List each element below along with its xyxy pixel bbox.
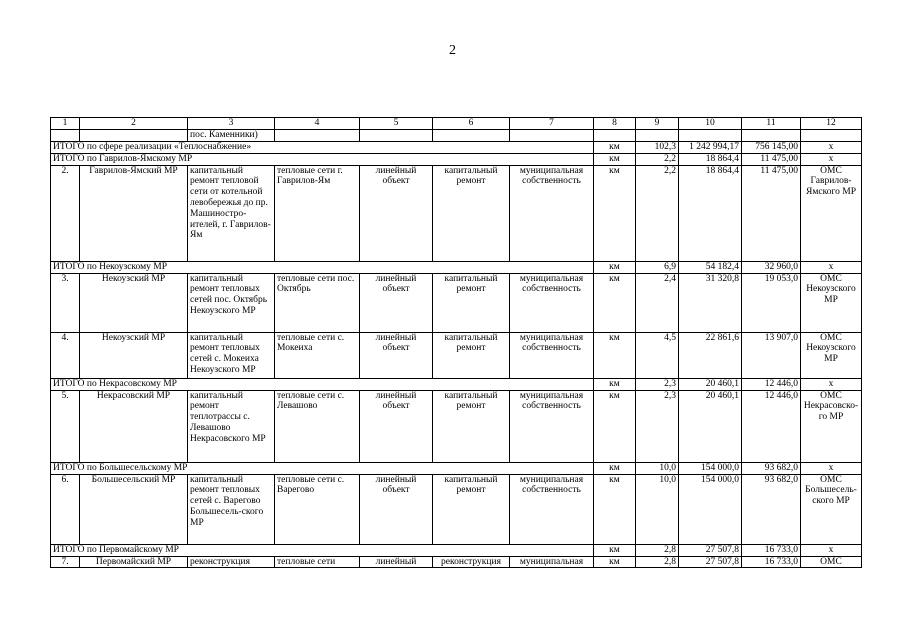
cell-budget: 11 475,00 [742,153,801,165]
cell-cost: 22 861,6 [679,332,742,378]
cell-budget: 12 446,0 [742,378,801,390]
cell-x: x [801,153,862,165]
header-cell: 2 [80,118,188,130]
table-row [51,332,862,378]
cell-unit: км [594,273,636,332]
cell-length: 10,0 [636,474,679,544]
header-row [51,118,862,130]
header-cell: 9 [636,118,679,130]
cell-budget: 93 682,0 [742,474,801,544]
cell-type: линейный объект [360,474,433,544]
cell-event: капитальный ремонт тепловых сетей с. Мокеиха Некоузского МР [188,332,275,378]
total-label: ИТОГО по Некоузскому МР [51,261,594,273]
cell-district: Некоузский МР [80,332,188,378]
table-row [51,556,862,568]
cell-num: 7. [51,556,80,568]
cell-unit: км [594,165,636,261]
cell-district: Первомайский МР [80,556,188,568]
cell-cost: 54 182,4 [679,261,742,273]
cell-budget: 16 733,0 [742,544,801,556]
cell-length: 2,8 [636,556,679,568]
header-cell: 4 [275,118,360,130]
header-cell: 5 [360,118,433,130]
total-row [51,141,862,153]
cell-x: x [801,141,862,153]
cell-executor: ОМС Некоузского МР [801,273,862,332]
cell-unit: км [594,332,636,378]
table-row [51,273,862,332]
cell-x: x [801,261,862,273]
cell-executor: ОМС [801,556,862,568]
page-number: 2 [449,43,456,58]
cell-event: капитальный ремонт теплотрассы с. Левашово Некрасовского МР [188,390,275,462]
register-table [50,117,862,568]
cell-district: Некоузский МР [80,273,188,332]
table-row [51,165,862,261]
cell-num: 6. [51,474,80,544]
cell-executor: ОМС Некоузского МР [801,332,862,378]
total-row [51,378,862,390]
header-cell: 11 [742,118,801,130]
cell-district: Большесельский МР [80,474,188,544]
table-row [51,474,862,544]
cell-district: Некрасовский МР [80,390,188,462]
cell-budget: 32 960,0 [742,261,801,273]
cell-event: реконструкция [188,556,275,568]
cell-x: x [801,462,862,474]
cell-unit: км [594,141,636,153]
cell-work: капитальный ремонт [433,273,510,332]
cell-executor: ОМС Гаврилов-Ямского МР [801,165,862,261]
total-label: ИТОГО по Большесельскому МР [51,462,594,474]
cell-num: 3. [51,273,80,332]
header-cell: 7 [510,118,594,130]
cell-unit: км [594,474,636,544]
cell-budget: 19 053,0 [742,273,801,332]
cell-cost: 27 507,8 [679,544,742,556]
cell-cost: 20 460,1 [679,378,742,390]
cell-type: линейный объект [360,273,433,332]
cell-object: тепловые сети [275,556,360,568]
cell-work: капитальный ремонт [433,165,510,261]
cell-cost: 154 000,0 [679,474,742,544]
cell-work: реконструкция [433,556,510,568]
cell-ownership: муниципальная [510,556,594,568]
total-row [51,544,862,556]
cell-type: линейный объект [360,390,433,462]
cell-ownership: муниципальная собственность [510,332,594,378]
table-row [51,129,862,141]
cell-ownership: муниципальная собственность [510,474,594,544]
cell-type: линейный объект [360,165,433,261]
cell-cost: 18 864,4 [679,153,742,165]
cell-unit: км [594,544,636,556]
cell-event: капитальный ремонт тепловых сетей с. Варегово Большесель-ского МР [188,474,275,544]
cell-length: 2,4 [636,273,679,332]
header-cell: 8 [594,118,636,130]
header-cell: 1 [51,118,80,130]
cell-unit: км [594,153,636,165]
header-cell: 6 [433,118,510,130]
cell-unit: км [594,556,636,568]
cell-event: капитальный ремонт тепловых сетей пос. Октябрь Некоузского МР [188,273,275,332]
cell-budget: 93 682,0 [742,462,801,474]
cell-work: капитальный ремонт [433,332,510,378]
cell-x: x [801,378,862,390]
table-row [51,390,862,462]
cell-cost: 1 242 994,17 [679,141,742,153]
cell-work: капитальный ремонт [433,474,510,544]
cell-object: тепловые сети г. Гаврилов-Ям [275,165,360,261]
cell-length: 2,2 [636,153,679,165]
cell-unit: км [594,390,636,462]
total-row [51,153,862,165]
cell-length: 2,3 [636,378,679,390]
cell-cost: 20 460,1 [679,390,742,462]
cell-x: x [801,544,862,556]
cell-work: капитальный ремонт [433,390,510,462]
cell-object: тепловые сети с. Мокеиха [275,332,360,378]
cell-num: 4. [51,332,80,378]
cell-type: линейный объект [360,332,433,378]
total-label: ИТОГО по сфере реализации «Теплоснабжение» [51,141,594,153]
header-cell: 12 [801,118,862,130]
cell-ownership: муниципальная собственность [510,390,594,462]
cell-unit: км [594,378,636,390]
cell-unit: км [594,261,636,273]
cell-budget: 16 733,0 [742,556,801,568]
cell-budget: 13 907,0 [742,332,801,378]
total-row [51,462,862,474]
cell-length: 6,9 [636,261,679,273]
cell-event: капитальный ремонт тепловой сети от котельной левобережья до пр. Машиностро-ителей, г. Гаврилов-Ям [188,165,275,261]
cell-length: 10,0 [636,462,679,474]
cell-ownership: муниципальная собственность [510,165,594,261]
cell-length: 2,2 [636,165,679,261]
cell-length: 102,3 [636,141,679,153]
cell-cost: 154 000,0 [679,462,742,474]
cell-cost: 18 864,4 [679,165,742,261]
cell-budget: 756 145,00 [742,141,801,153]
total-label: ИТОГО по Некрасовскому МР [51,378,594,390]
cell-unit: км [594,462,636,474]
cell-ownership: муниципальная собственность [510,273,594,332]
header-cell: 10 [679,118,742,130]
total-label: ИТОГО по Гаврилов-Ямскому МР [51,153,594,165]
header-cell: 3 [188,118,275,130]
cell-object: тепловые сети с. Левашово [275,390,360,462]
cell-object: тепловые сети с. Варегово [275,474,360,544]
cell-executor: ОМС Некрасовско-го МР [801,390,862,462]
cell-budget: 12 446,0 [742,390,801,462]
cell-event: пос. Каменники) [188,129,275,141]
cell-executor: ОМС Большесель-ского МР [801,474,862,544]
cell-length: 2,3 [636,390,679,462]
cell-length: 4,5 [636,332,679,378]
total-row [51,261,862,273]
cell-type: линейный [360,556,433,568]
total-label: ИТОГО по Первомайскому МР [51,544,594,556]
cell-cost: 31 320,8 [679,273,742,332]
cell-length: 2,8 [636,544,679,556]
cell-object: тепловые сети пос. Октябрь [275,273,360,332]
cell-num: 5. [51,390,80,462]
cell-district: Гаврилов-Ямский МР [80,165,188,261]
cell-budget: 11 475,00 [742,165,801,261]
cell-cost: 27 507,8 [679,556,742,568]
cell-num: 2. [51,165,80,261]
